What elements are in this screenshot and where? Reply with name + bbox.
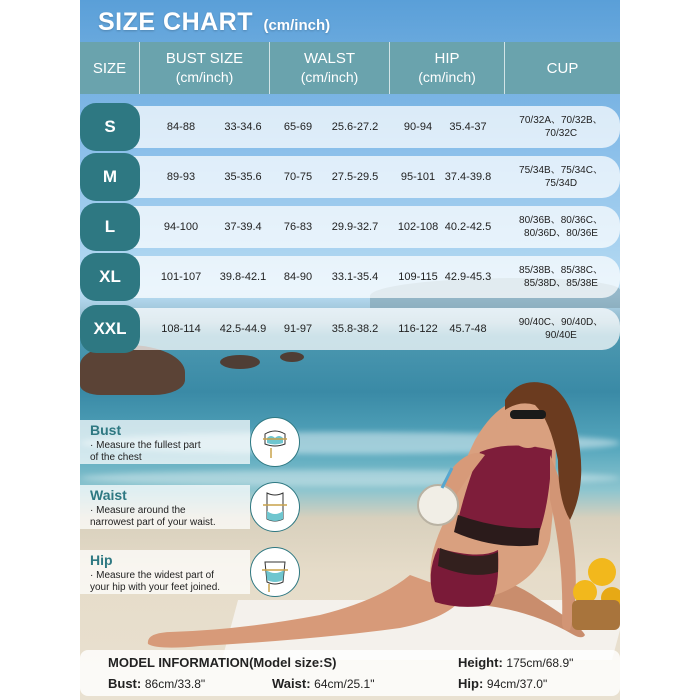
bust-inch: 35-35.6 bbox=[224, 171, 262, 183]
measure-bust bbox=[80, 420, 250, 464]
bust-cm: 101-107 bbox=[160, 271, 202, 283]
measure-text: · Measure around the narrowest part of your waist. bbox=[90, 505, 216, 528]
title-unit: (cm/inch) bbox=[263, 17, 331, 34]
header-waist: WALST (cm/inch) bbox=[270, 42, 390, 94]
hip-inch: 45.7-48 bbox=[449, 323, 487, 335]
hip-inch: 35.4-37 bbox=[449, 121, 487, 133]
size-label: L bbox=[80, 203, 140, 251]
waist-inch: 25.6-27.2 bbox=[331, 121, 379, 133]
header-hip: HIP (cm/inch) bbox=[390, 42, 505, 94]
bust-cm: 89-93 bbox=[166, 171, 196, 183]
hip-inch: 42.9-45.3 bbox=[444, 271, 492, 283]
table-row bbox=[80, 206, 620, 248]
header-size: SIZE bbox=[80, 42, 140, 94]
measure-text: · Measure the fullest part of the chest bbox=[90, 440, 201, 463]
measure-hip bbox=[80, 550, 250, 594]
size-label: XXL bbox=[80, 305, 140, 353]
waist-inch: 27.5-29.5 bbox=[331, 171, 379, 183]
waist-cm: 65-69 bbox=[283, 121, 313, 133]
hip-measure-icon bbox=[250, 547, 300, 597]
waist-cm: 70-75 bbox=[283, 171, 313, 183]
header-bust: BUST SIZE (cm/inch) bbox=[140, 42, 270, 94]
size-chart-poster bbox=[80, 0, 620, 700]
bust-inch: 42.5-44.9 bbox=[219, 323, 267, 335]
hip-cm: 95-101 bbox=[400, 171, 436, 183]
bust-inch: 39.8-42.1 bbox=[219, 271, 267, 283]
header-cup: CUP bbox=[546, 59, 579, 77]
model-bust: Bust: 86cm/33.8" bbox=[108, 676, 206, 691]
hip-inch: 37.4-39.8 bbox=[444, 171, 492, 183]
waist-cm: 76-83 bbox=[283, 221, 313, 233]
bust-cm: 108-114 bbox=[161, 323, 201, 335]
measure-label: Waist bbox=[90, 487, 127, 503]
cup-sizes: 75/34B、75/34C、 75/34D bbox=[519, 165, 603, 189]
hip-inch: 40.2-42.5 bbox=[444, 221, 492, 233]
model-height: Height: 175cm/68.9" bbox=[458, 655, 574, 670]
waist-inch: 29.9-32.7 bbox=[331, 221, 379, 233]
waist-inch: 33.1-35.4 bbox=[331, 271, 379, 283]
cup-sizes: 85/38B、85/38C、 85/38D、85/38E bbox=[519, 265, 603, 289]
page-title bbox=[98, 8, 330, 37]
model-illustration bbox=[80, 0, 620, 700]
bust-inch: 33-34.6 bbox=[224, 121, 262, 133]
bust-cm: 84-88 bbox=[166, 121, 196, 133]
bust-cm: 94-100 bbox=[163, 221, 199, 233]
hip-cm: 102-108 bbox=[397, 221, 439, 233]
hip-cm: 116-122 bbox=[398, 323, 438, 335]
size-label: S bbox=[80, 103, 140, 151]
table-row bbox=[80, 308, 620, 350]
waist-cm: 84-90 bbox=[283, 271, 313, 283]
table-row bbox=[80, 156, 620, 198]
bust-inch: 37-39.4 bbox=[224, 221, 262, 233]
model-hip: Hip: 94cm/37.0" bbox=[458, 676, 548, 691]
table-header bbox=[80, 42, 620, 94]
model-waist: Waist: 64cm/25.1" bbox=[272, 676, 375, 691]
measure-label: Bust bbox=[90, 422, 122, 438]
table-row bbox=[80, 106, 620, 148]
size-label: XL bbox=[80, 253, 140, 301]
hip-cm: 90-94 bbox=[403, 121, 433, 133]
measure-waist bbox=[80, 485, 250, 529]
hip-cm: 109-115 bbox=[398, 271, 438, 283]
measure-text: · Measure the widest part of your hip with your feet joined. bbox=[90, 570, 221, 593]
waist-inch: 35.8-38.2 bbox=[331, 323, 379, 335]
model-info-title: MODEL INFORMATION(Model size:S) bbox=[108, 655, 337, 670]
measure-label: Hip bbox=[90, 552, 113, 568]
size-label: M bbox=[80, 153, 140, 201]
cup-sizes: 90/40C、90/40D、 90/40E bbox=[518, 317, 604, 341]
cup-sizes: 80/36B、80/36C、 80/36D、80/36E bbox=[519, 215, 603, 239]
table-row bbox=[80, 256, 620, 298]
bust-measure-icon bbox=[250, 417, 300, 467]
waist-cm: 91-97 bbox=[283, 323, 313, 335]
title-main: SIZE CHART bbox=[98, 8, 253, 36]
cup-sizes: 70/32A、70/32B、 70/32C bbox=[519, 115, 603, 139]
model-information bbox=[80, 650, 620, 696]
waist-measure-icon bbox=[250, 482, 300, 532]
